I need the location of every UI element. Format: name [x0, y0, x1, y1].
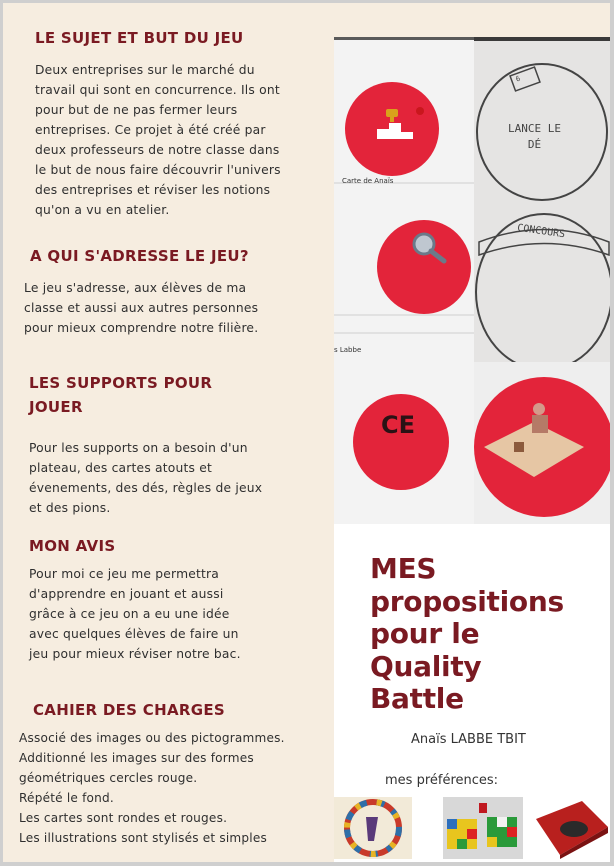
paragraph-audience: Le jeu s'adresse, aux élèves de ma classe et aussi aux autres personnes pour mieux comprendre notre filière.: [24, 281, 259, 335]
poster-page: [3, 3, 610, 862]
preference-image-boardgame: [530, 797, 610, 859]
paragraph-supports: Pour les supports on a besoin d'un plateau, des cartes atouts et évenements, des dés, règles de jeux et des pions.: [29, 441, 263, 515]
paragraph-subject: Deux entreprises sur le marché du travail qui sont en concurrence. Ils ont pour but de ne pas fermer leurs entreprises. Ce projet à été créé par deux professeurs de notre classe dans le but de nous faire découvrir l'univers des entreprises et réviser les notions qu'on a vu en atelier.: [35, 63, 281, 217]
author-name: Anaïs LABBE TBIT: [411, 732, 526, 747]
ce-card: [353, 394, 449, 490]
heading-specifications: CAHIER DES CHARGES: [33, 701, 225, 719]
preference-image-puzzle: [334, 797, 412, 859]
heading-subject: LE SUJET ET BUT DU JEU: [35, 29, 244, 47]
heading-opinion: MON AVIS: [29, 537, 116, 555]
caption-labbe: s Labbe: [334, 346, 362, 354]
main-title: MES propositions pour le Quality Battle: [370, 552, 564, 715]
preferences-label: mes préférences:: [385, 773, 499, 788]
puzzle-icon: [334, 797, 412, 859]
dice-sketch-text: LANCE LE DÉ: [508, 122, 561, 151]
rubiks-cube-icon: [443, 797, 523, 859]
cards-collage-drawing: [334, 37, 610, 524]
dice-sketch-small: 6: [514, 74, 522, 84]
cards-collage: [334, 37, 610, 524]
ce-label: CE: [381, 411, 416, 439]
caption-anais: Carte de Anaïs: [342, 177, 394, 185]
paragraph-opinion: Pour moi ce jeu me permettra d'apprendre en jouant et aussi grâce à ce jeu on a eu une idée avec quelques élèves de faire un jeu pour mieux réviser notre bac.: [29, 567, 241, 661]
contest-sketch-text: CONCOURS: [516, 222, 566, 241]
heading-supports: LES SUPPORTS POUR JOUER: [29, 374, 213, 416]
heading-audience: A QUI S'ADRESSE LE JEU?: [30, 247, 249, 265]
paragraph-specifications: Associé des images ou des pictogrammes. Additionné les images sur des formes géométriques cercles rouge. Répété le fond. Les cartes sont rondes et rouges. Les illustrations sont stylisés et simples: [19, 731, 285, 845]
board-game-box-icon: [530, 797, 610, 859]
preference-image-rubiks: [443, 797, 523, 859]
